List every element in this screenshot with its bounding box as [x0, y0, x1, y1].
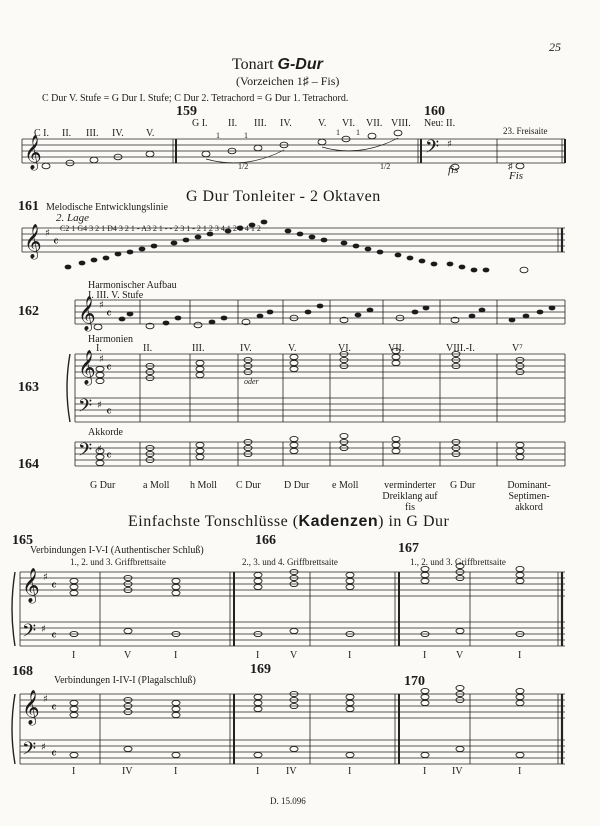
degree-5: V. — [288, 343, 297, 354]
roman-170-3: I — [518, 766, 522, 777]
staff-159 — [22, 139, 565, 163]
roman-166-1: I — [256, 650, 260, 661]
example-number-166: 166 — [255, 533, 276, 548]
ex160-fis: fis — [448, 164, 459, 176]
degree-4: IV. — [240, 343, 252, 354]
cadence-heading-prefix: Einfachste Tonschlüsse ( — [128, 513, 299, 530]
svg-text:𝄴: 𝄴 — [51, 701, 57, 716]
svg-text:𝄞: 𝄞 — [78, 296, 96, 331]
chord-name-6: e Moll — [332, 480, 359, 491]
finger-2: 1 — [244, 131, 248, 140]
ex165-sub: 1., 2. und 3. Griffbrettsaite — [70, 557, 166, 567]
example-number-162: 162 — [18, 304, 39, 319]
degree-6: VI. — [338, 343, 352, 354]
roman-165-2: V — [124, 650, 132, 661]
stufe-c-5: V. — [146, 128, 155, 139]
degree-7: VII. — [388, 343, 405, 354]
freisaite-label: 23. Freisaite — [503, 126, 548, 136]
oder-label: oder — [244, 377, 259, 386]
svg-text:𝄢: 𝄢 — [78, 440, 93, 465]
roman-166-3: I — [348, 650, 352, 661]
ex162-label: Harmonischer Aufbau — [88, 280, 177, 291]
cadence-heading-bold: Kadenzen — [298, 513, 379, 530]
example-number-160: 160 — [424, 104, 445, 119]
ex160-Fis: Fis — [509, 170, 524, 182]
svg-text:𝄴: 𝄴 — [51, 629, 57, 644]
ex161-label: Melodische Entwicklungslinie — [46, 202, 168, 213]
example-number-165: 165 — [12, 533, 33, 548]
svg-text:𝄞: 𝄞 — [22, 568, 40, 603]
degree-8: VIII.-I. — [446, 343, 475, 354]
svg-text:𝄴: 𝄴 — [106, 307, 112, 322]
svg-text:𝄴: 𝄴 — [51, 747, 57, 762]
svg-text:♯: ♯ — [41, 742, 46, 753]
ex163-label: Harmonien — [88, 334, 133, 345]
svg-text:♯: ♯ — [43, 572, 48, 583]
example-number-164: 164 — [18, 457, 39, 472]
key-relation: C Dur V. Stufe = G Dur I. Stufe; C Dur 2. Tetrachord = G Dur 1. Tetrachord. — [42, 93, 349, 104]
svg-text:♯: ♯ — [97, 444, 102, 455]
stufe-c-1: C I. — [34, 128, 49, 139]
degree-1: I. — [96, 343, 102, 354]
svg-text:𝄞: 𝄞 — [24, 224, 42, 259]
chord-name-4: C Dur — [236, 480, 261, 491]
ex161-fingering: C2 1 G4 3 2 1 D4 3 2 1 - A3 2 1 - - 2 3 1 - 2 1 2 3 4 1 2 3 4 1 2 — [60, 224, 261, 233]
example-number-169: 169 — [250, 662, 271, 677]
roman-170-2: IV — [452, 766, 463, 777]
degree-9: V⁷ — [512, 343, 523, 354]
page-number: 25 — [549, 40, 561, 54]
example-number-168: 168 — [12, 664, 33, 679]
degree-3: III. — [192, 343, 205, 354]
svg-text:♯: ♯ — [97, 400, 102, 411]
svg-text:𝄞: 𝄞 — [22, 690, 40, 725]
ex167-sub: 1., 2. und 3. Griffbrettsaite — [410, 557, 506, 567]
roman-167-3: I — [518, 650, 522, 661]
finger-4: 1 — [356, 128, 360, 137]
svg-text:♯: ♯ — [45, 228, 50, 239]
svg-text:𝄞: 𝄞 — [78, 350, 96, 385]
staff-163 — [67, 354, 565, 422]
stufe-g-8: VIII. — [391, 118, 411, 129]
chord-name-9: Dominant-Septimen-akkord — [507, 480, 551, 513]
key-title — [232, 56, 323, 74]
degree-2: II. — [143, 343, 153, 354]
svg-text:𝄢: 𝄢 — [22, 739, 37, 764]
stufe-g-4: IV. — [280, 118, 292, 129]
chord-name-3: h Moll — [190, 480, 217, 491]
example-number-167: 167 — [398, 541, 419, 556]
svg-text:♯: ♯ — [508, 161, 513, 171]
roman-167-2: V — [456, 650, 464, 661]
cadence-heading-suffix: ) in G Dur — [378, 513, 450, 530]
svg-text:♯: ♯ — [99, 300, 104, 311]
stufe-g-1: G I. — [192, 118, 208, 129]
stufe-g-6: VI. — [342, 118, 356, 129]
svg-text:𝄴: 𝄴 — [106, 405, 112, 420]
stufe-g-3: III. — [254, 118, 267, 129]
stufe-c-4: IV. — [112, 128, 124, 139]
chord-name-8: G Dur — [450, 480, 476, 491]
ex161-lage: 2. Lage — [56, 212, 89, 224]
svg-text:𝄴: 𝄴 — [53, 235, 59, 250]
roman-168-2: IV — [122, 766, 133, 777]
fraction-b: 1/2 — [380, 162, 391, 171]
svg-text:𝄴: 𝄴 — [106, 361, 112, 376]
svg-text:𝄴: 𝄴 — [106, 449, 112, 464]
example-number-159: 159 — [176, 104, 197, 119]
ex164-label: Akkorde — [88, 427, 123, 438]
svg-text:𝄢: 𝄢 — [78, 396, 93, 421]
stufe-g-2: II. — [228, 118, 238, 129]
svg-text:𝄢: 𝄢 — [425, 137, 440, 162]
key-title-prefix: Tonart — [232, 56, 278, 73]
ex166-sub: 2., 3. und 4. Griffbrettsaite — [242, 557, 338, 567]
staff-165 — [12, 572, 565, 646]
example-number-161: 161 — [18, 199, 39, 214]
roman-169-3: I — [348, 766, 352, 777]
svg-text:♯: ♯ — [41, 624, 46, 635]
roman-169-2: IV — [286, 766, 297, 777]
svg-text:♯: ♯ — [447, 139, 452, 150]
key-subtitle: (Vorzeichen 1♯ – Fis) — [236, 74, 340, 88]
example-number-170: 170 — [404, 674, 425, 689]
scale-heading: G Dur Tonleiter - 2 Oktaven — [186, 188, 381, 205]
svg-text:♯: ♯ — [99, 354, 104, 365]
stufe-c-2: II. — [62, 128, 72, 139]
chord-name-7: verminderter Dreiklang auf fis — [382, 480, 438, 513]
chord-name-5: D Dur — [284, 480, 310, 491]
svg-text:𝄞: 𝄞 — [24, 135, 42, 170]
roman-165-3: I — [174, 650, 178, 661]
cadence-heading — [128, 513, 449, 531]
example-number-163: 163 — [18, 380, 39, 395]
ex168-label: Verbindungen I-IV-I (Plagalschluß) — [54, 675, 196, 686]
stufe-g-7: VII. — [366, 118, 383, 129]
chord-name-2: a Moll — [143, 480, 170, 491]
ex160-label: Neu: II. — [424, 118, 456, 129]
finger-1: 1 — [216, 131, 220, 140]
footer-code: D. 15.096 — [270, 796, 306, 806]
ex162-stufe: I. III. V. Stufe — [88, 290, 144, 301]
fraction-a: 1/2 — [238, 162, 249, 171]
roman-165-1: I — [72, 650, 76, 661]
stufe-c-3: III. — [86, 128, 99, 139]
roman-167-1: I — [423, 650, 427, 661]
roman-168-3: I — [174, 766, 178, 777]
staff-168 — [12, 694, 565, 764]
stufe-g-5: V. — [318, 118, 327, 129]
chord-name-1: G Dur — [90, 480, 116, 491]
svg-text:♯: ♯ — [43, 694, 48, 705]
roman-170-1: I — [423, 766, 427, 777]
roman-169-1: I — [256, 766, 260, 777]
svg-text:𝄴: 𝄴 — [51, 579, 57, 594]
ex165-label: Verbindungen I-V-I (Authentischer Schluß) — [30, 545, 204, 556]
svg-text:𝄢: 𝄢 — [22, 621, 37, 646]
roman-168-1: I — [72, 766, 76, 777]
key-title-key: G-Dur — [277, 56, 323, 73]
finger-3: 1 — [336, 128, 340, 137]
roman-166-2: V — [290, 650, 298, 661]
